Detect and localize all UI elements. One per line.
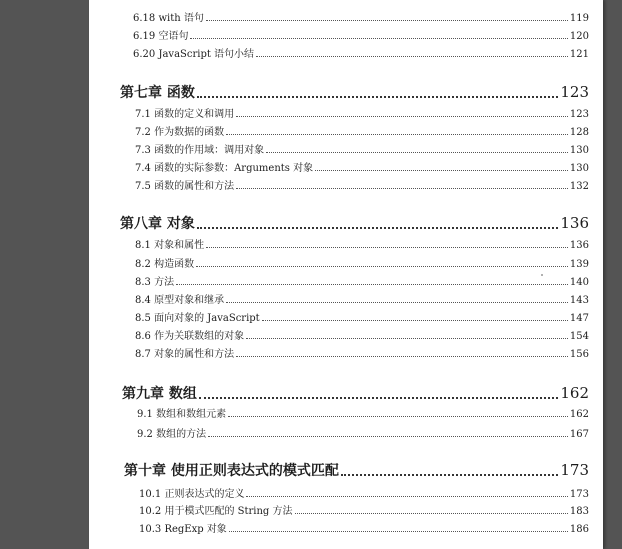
- toc-entry-page: 132: [569, 181, 589, 192]
- toc-entry-page: 130: [569, 163, 589, 174]
- dot-leader: [190, 37, 567, 39]
- toc-entry[interactable]: [139, 502, 589, 517]
- chapter-title: 第七章 函数: [120, 85, 195, 101]
- toc-entry[interactable]: [133, 45, 589, 60]
- toc-entry-page: 121: [569, 49, 589, 60]
- toc-entry[interactable]: [137, 425, 589, 440]
- toc-entry-label: 6.18 with 语句: [133, 13, 204, 24]
- toc-entry-page: 162: [569, 409, 589, 420]
- toc-entry-label: 8.7 对象的属性和方法: [135, 349, 235, 360]
- dot-leader: [246, 337, 568, 339]
- toc-entry-label: 8.6 作为关联数组的对象: [135, 331, 245, 342]
- dot-leader: [226, 133, 568, 135]
- toc-entry[interactable]: [133, 27, 589, 42]
- toc-entry-label: 8.2 构造函数: [135, 259, 195, 270]
- toc-entry-page: 130: [569, 145, 589, 156]
- dot-leader: [199, 396, 558, 399]
- toc-entry-page: 143: [569, 295, 589, 306]
- dot-leader: [208, 435, 568, 437]
- toc-entry-label: 7.5 函数的属性和方法: [135, 181, 235, 192]
- toc-entry-page: 119: [569, 13, 589, 24]
- toc-entry[interactable]: [135, 236, 589, 251]
- toc-entry-label: 9.2 数组的方法: [137, 429, 207, 440]
- toc-entry[interactable]: [139, 485, 589, 500]
- toc-entry[interactable]: [135, 327, 589, 342]
- dot-leader: [197, 226, 558, 229]
- toc-entry[interactable]: [135, 141, 589, 156]
- toc-entry-page: 167: [569, 429, 589, 440]
- scan-speck: [541, 274, 543, 276]
- chapter-heading-8[interactable]: [120, 213, 589, 233]
- toc-entry-label: 6.19 空语句: [133, 31, 189, 42]
- toc-entry-page: 139: [569, 259, 589, 270]
- toc-entry[interactable]: [135, 273, 589, 288]
- toc-entry[interactable]: [135, 345, 589, 360]
- dot-leader: [206, 19, 568, 21]
- toc-entry[interactable]: [135, 105, 589, 120]
- dot-leader: [315, 169, 568, 171]
- dot-leader: [236, 115, 568, 117]
- toc-entry-page: 147: [569, 313, 589, 324]
- dot-leader: [266, 151, 568, 153]
- toc-entry-label: 10.1 正则表达式的定义: [139, 489, 245, 500]
- toc-entry[interactable]: [135, 309, 589, 324]
- dot-leader: [236, 187, 568, 189]
- toc-entry-label: 7.1 函数的定义和调用: [135, 109, 235, 120]
- toc-entry-label: 8.3 方法: [135, 277, 175, 288]
- dot-leader: [341, 473, 558, 476]
- dot-leader: [229, 530, 568, 532]
- toc-entry[interactable]: [133, 9, 589, 24]
- chapter-heading-10[interactable]: [124, 460, 589, 480]
- chapter-page: 136: [560, 214, 589, 232]
- toc-entry[interactable]: [135, 177, 589, 192]
- dot-leader: [228, 415, 568, 417]
- chapter-title: 第九章 数组: [122, 386, 197, 402]
- dot-leader: [206, 246, 568, 248]
- toc-entry-label: 7.4 函数的实际参数：Arguments 对象: [135, 163, 314, 174]
- dot-leader: [197, 95, 558, 98]
- toc-entry-label: 9.1 数组和数组元素: [137, 409, 227, 420]
- document-page: [89, 0, 603, 549]
- dot-leader: [176, 283, 568, 285]
- toc-entry-label: 8.4 原型对象和继承: [135, 295, 225, 306]
- dot-leader: [295, 512, 568, 514]
- toc-entry-page: 154: [569, 331, 589, 342]
- toc-entry-page: 186: [569, 524, 589, 535]
- toc-entry-page: 123: [569, 109, 589, 120]
- toc-entry-label: 10.2 用于模式匹配的 String 方法: [139, 506, 293, 517]
- toc-entry-label: 7.3 函数的作用域：调用对象: [135, 145, 265, 156]
- chapter-heading-7[interactable]: [120, 82, 589, 102]
- toc-entry[interactable]: [135, 291, 589, 306]
- chapter-page: 123: [560, 83, 589, 101]
- toc-entry-label: 10.3 RegExp 对象: [139, 524, 227, 535]
- toc-entry-page: 156: [569, 349, 589, 360]
- chapter-page: 162: [560, 384, 589, 402]
- toc-entry[interactable]: [139, 520, 589, 535]
- dot-leader: [256, 55, 568, 57]
- toc-entry[interactable]: [135, 123, 589, 138]
- toc-entry-label: 8.5 面向对象的 JavaScript: [135, 313, 260, 324]
- chapter-title: 第十章 使用正则表达式的模式匹配: [124, 463, 339, 479]
- dot-leader: [236, 355, 568, 357]
- dot-leader: [262, 319, 568, 321]
- toc-entry[interactable]: [137, 405, 589, 420]
- dot-leader: [196, 265, 568, 267]
- chapter-title: 第八章 对象: [120, 216, 195, 232]
- dot-leader: [246, 495, 567, 497]
- chapter-heading-9[interactable]: [122, 383, 589, 403]
- toc-entry-page: 173: [569, 489, 589, 500]
- toc-entry[interactable]: [135, 159, 589, 174]
- toc-entry-page: 183: [569, 506, 589, 517]
- toc-entry-label: 8.1 对象和属性: [135, 240, 205, 251]
- toc-entry-label: 6.20 JavaScript 语句小结: [133, 49, 255, 60]
- toc-entry-page: 136: [569, 240, 589, 251]
- toc-entry-page: 120: [569, 31, 589, 42]
- toc-entry[interactable]: [135, 255, 589, 270]
- toc-entry-page: 128: [569, 127, 589, 138]
- toc-entry-label: 7.2 作为数据的函数: [135, 127, 225, 138]
- chapter-page: 173: [560, 461, 589, 479]
- toc-entry-page: 140: [569, 277, 589, 288]
- dot-leader: [226, 301, 568, 303]
